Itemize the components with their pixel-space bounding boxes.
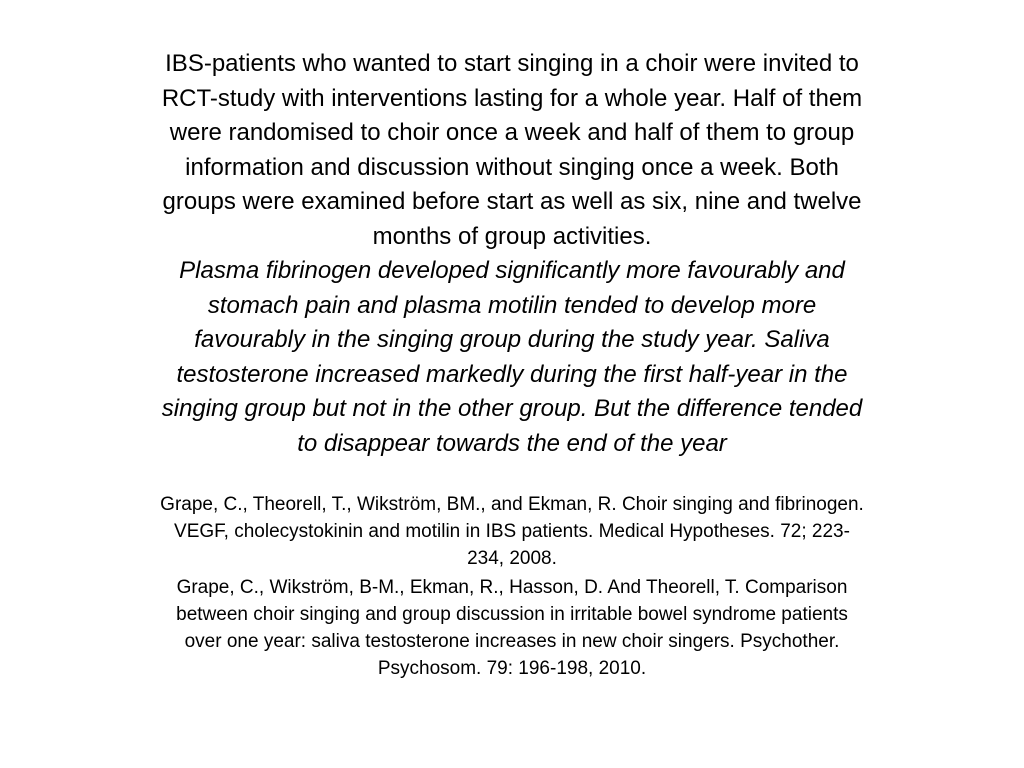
study-findings <box>92 254 932 461</box>
reference-line: VEGF, cholecystokinin and motilin in IBS patients. Medical Hypotheses. 72; 223- <box>174 521 850 542</box>
reference-2010 <box>88 574 936 682</box>
reference-line: between choir singing and group discussion in irritable bowel syndrome patients <box>176 604 848 625</box>
study-description-line: information and discussion without singing once a week. Both <box>185 153 839 181</box>
study-description-line: were randomised to choir once a week and half of them to group <box>169 119 855 146</box>
reference-line: Grape, C., Theorell, T., Wikström, BM., and Ekman, R. Choir singing and fibrinogen. <box>160 494 864 515</box>
reference-line: 234, 2008. <box>467 548 557 569</box>
study-findings-line: to disappear towards the end of the year <box>297 429 727 457</box>
study-description-line: RCT-study with interventions lasting for a whole year. Half of them <box>161 84 863 112</box>
study-findings-line: testosterone increased markedly during the first half-year in the <box>176 360 848 388</box>
study-description <box>92 47 932 254</box>
study-description-line: groups were examined before start as well as six, nine and twelve <box>162 188 862 215</box>
study-findings-line: favourably in the singing group during the study year. Saliva <box>194 326 830 353</box>
reference-2008 <box>88 491 936 572</box>
study-findings-line: singing group but not in the other group. But the difference tended <box>161 395 863 422</box>
reference-line: Grape, C., Wikström, B-M., Ekman, R., Hasson, D. And Theorell, T. Comparison <box>176 577 848 598</box>
reference-line: Psychosom. 79: 196-198, 2010. <box>377 658 647 679</box>
study-findings-line: Plasma fibrinogen developed significantly more favourably and <box>179 257 845 284</box>
reference-line: over one year: saliva testosterone increases in new choir singers. Psychother. <box>184 631 840 652</box>
study-description-line: months of group activities. <box>372 222 652 250</box>
study-findings-line: stomach pain and plasma motilin tended to develop more <box>207 291 817 319</box>
study-description-line: IBS-patients who wanted to start singing in a choir were invited to <box>165 50 859 77</box>
